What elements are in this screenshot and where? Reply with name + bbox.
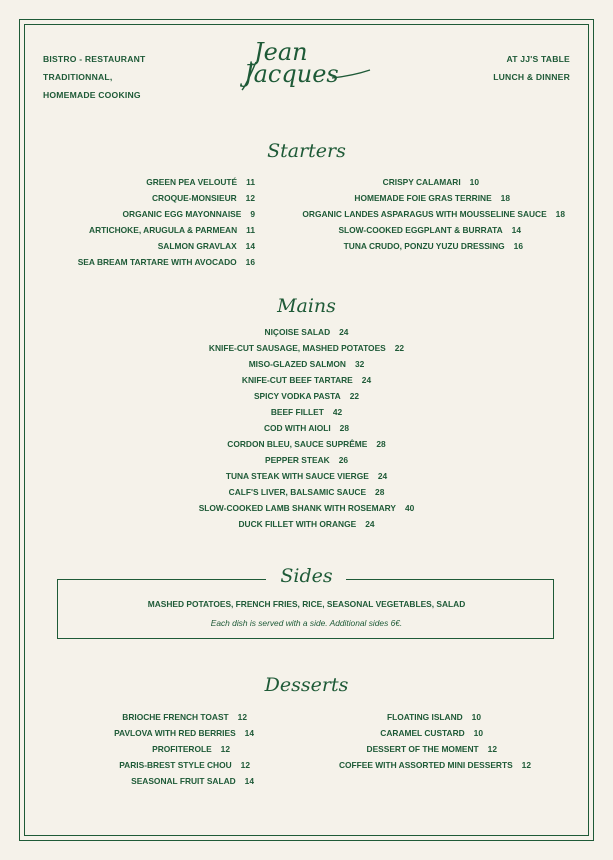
desserts-left-column	[114, 709, 254, 789]
menu-item: MISO-GLAZED SALMON 32	[248, 359, 365, 369]
menu-item: PROFITEROLE 12	[152, 744, 230, 754]
menu-item: PARIS-BREST STYLE CHOU 12	[119, 760, 250, 770]
header-left-line: HOMEMADE COOKING	[43, 90, 141, 100]
menu-item: DESSERT OF THE MOMENT 12	[366, 744, 497, 754]
mains-column	[0, 324, 613, 532]
menu-item: SLOW-COOKED LAMB SHANK WITH ROSEMARY 40	[198, 503, 415, 513]
desserts-title: Desserts	[264, 674, 349, 696]
menu-item: FLOATING ISLAND 10	[386, 712, 481, 722]
menu-item: PAVLOVA WITH RED BERRIES 14	[114, 728, 254, 738]
menu-item: BEEF FILLET 42	[270, 407, 343, 417]
menu-item: CALF'S LIVER, BALSAMIC SAUCE 28	[228, 487, 385, 497]
header-left-line: BISTRO - RESTAURANT	[43, 54, 146, 64]
jean-jacques-logo	[240, 36, 372, 92]
sides-note: Each dish is served with a side. Additional sides 6€.	[210, 618, 403, 628]
header-left	[43, 50, 145, 104]
header-right-line: AT JJ'S TABLE	[506, 54, 570, 64]
sides-title: Sides	[280, 565, 333, 587]
menu-item: CORDON BLEU, SAUCE SUPRÊME 28	[227, 439, 386, 449]
menu-item: CARAMEL CUSTARD 10	[380, 728, 483, 738]
header-right	[493, 50, 570, 86]
starters-title: Starters	[267, 140, 346, 162]
menu-item: COD WITH AIOLI 28	[263, 423, 349, 433]
menu-item: DUCK FILLET WITH ORANGE 24	[238, 519, 375, 529]
menu-item: TUNA STEAK WITH SAUCE VIERGE 24	[225, 471, 388, 481]
menu-item: COFFEE WITH ASSORTED MINI DESSERTS 12	[338, 760, 531, 770]
menu-item: ORGANIC EGG MAYONNAISE 9	[122, 209, 255, 219]
menu-item: SPICY VODKA PASTA 22	[253, 391, 360, 401]
desserts-right-column	[339, 709, 531, 773]
menu-item: TUNA CRUDO, PONZU YUZU DRESSING 16	[343, 241, 523, 251]
sides-items: MASHED POTATOES, FRENCH FRIES, RICE, SEASONAL VEGETABLES, SALAD	[147, 599, 466, 609]
menu-item: CRISPY CALAMARI 10	[382, 177, 479, 187]
menu-item: CROQUE-MONSIEUR 12	[151, 193, 255, 203]
menu-item: ORGANIC LANDES ASPARAGUS WITH MOUSSELINE SAUCE 18	[302, 209, 565, 219]
logo-line-1: Jean	[254, 38, 308, 66]
menu-item: SLOW-COOKED EGGPLANT & BURRATA 14	[338, 225, 521, 235]
header-left-line: TRADITIONNAL,	[43, 72, 113, 82]
menu-item: ARTICHOKE, ARUGULA & PARMEAN 11	[89, 225, 255, 235]
menu-item: NIÇOISE SALAD 24	[264, 327, 349, 337]
sides-box	[57, 579, 554, 639]
menu-item: SEA BREAM TARTARE WITH AVOCADO 16	[77, 257, 255, 267]
menu-item: KNIFE-CUT SAUSAGE, MASHED POTATOES 22	[208, 343, 405, 353]
starters-left-column	[78, 174, 255, 270]
menu-item: SEASONAL FRUIT SALAD 14	[131, 776, 254, 786]
header-right-line: LUNCH & DINNER	[493, 72, 570, 82]
menu-item: HOMEMADE FOIE GRAS TERRINE 18	[354, 193, 510, 203]
logo-line-2: Jacques	[244, 60, 339, 88]
mains-title: Mains	[277, 295, 336, 317]
menu-item: SALMON GRAVLAX 14	[157, 241, 255, 251]
menu-item: PEPPER STEAK 26	[264, 455, 349, 465]
menu-item: GREEN PEA VELOUTÉ 11	[146, 177, 255, 187]
starters-right-column	[302, 174, 565, 254]
menu-item: BRIOCHE FRENCH TOAST 12	[122, 712, 247, 722]
menu-item: KNIFE-CUT BEEF TARTARE 24	[241, 375, 372, 385]
